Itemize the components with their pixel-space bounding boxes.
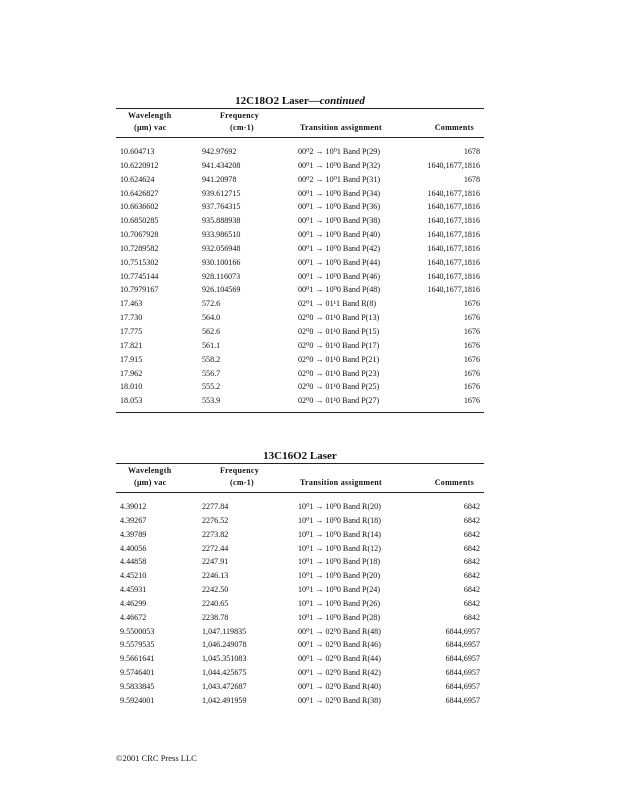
table-row <box>116 242 484 256</box>
cell-comments: 1676 <box>463 354 480 364</box>
cell-frequency: 555.2 <box>202 382 221 392</box>
table-row <box>116 187 484 201</box>
cell-frequency: 2238.78 <box>202 612 229 622</box>
cell-transition: 00⁰1 → 10⁰0 Band P(46) <box>298 271 381 281</box>
cell-frequency: 2242.50 <box>202 585 229 595</box>
cell-frequency: 932.056948 <box>202 243 241 253</box>
cell-transition: 02⁰0 → 01¹0 Band P(17) <box>298 340 380 350</box>
cell-frequency: 556.7 <box>202 368 221 378</box>
cell-comments: 6842 <box>463 612 480 622</box>
header-frequency-unit: (cm-1) <box>230 478 255 487</box>
cell-transition: 02⁰1 → 01¹1 Band R(8) <box>298 299 377 309</box>
table-row <box>116 528 484 542</box>
cell-comments: 1640,1677,1816 <box>427 257 480 267</box>
cell-frequency: 1,047.119835 <box>202 626 247 636</box>
cell-comments: 1676 <box>463 313 480 323</box>
header-wavelength: Wavelength <box>128 466 172 475</box>
cell-transition: 00⁰1 → 10⁰0 Band P(36) <box>298 202 381 212</box>
table-title <box>116 449 484 463</box>
cell-wavelength: 4.39012 <box>120 502 147 511</box>
table-row <box>116 666 484 680</box>
header-wavelength: Wavelength <box>128 111 172 120</box>
table-row <box>116 145 484 159</box>
cell-comments: 1676 <box>463 326 480 336</box>
cell-frequency: 1,045.351083 <box>202 654 247 664</box>
cell-frequency: 2276.52 <box>202 515 229 525</box>
cell-transition: 02⁰0 → 01¹0 Band P(15) <box>298 326 380 336</box>
cell-frequency: 2273.82 <box>202 529 229 539</box>
cell-frequency: 562.6 <box>202 326 221 336</box>
cell-wavelength: 4.39789 <box>120 529 147 539</box>
table-row <box>116 555 484 569</box>
cell-frequency: 930.100166 <box>202 257 241 267</box>
cell-wavelength: 9.5924001 <box>120 695 155 705</box>
cell-transition: 10⁰1 → 10⁰0 Band R(18) <box>298 515 381 525</box>
cell-wavelength: 10.6220912 <box>120 160 159 170</box>
table-title <box>116 94 484 108</box>
table-body <box>116 138 484 408</box>
cell-frequency: 926.104569 <box>202 285 241 295</box>
cell-transition: 10⁰1 → 10⁰0 Band P(20) <box>298 571 381 581</box>
cell-comments: 6842 <box>463 515 480 525</box>
header-frequency: Frequency <box>220 466 259 475</box>
cell-transition: 10⁰1 → 10⁰0 Band P(18) <box>298 557 381 567</box>
cell-comments: 6842 <box>463 502 480 511</box>
cell-comments: 6842 <box>463 585 480 595</box>
table-title-isotope: 12C18O2 <box>235 95 280 107</box>
cell-transition: 00⁰2 → 10⁰1 Band P(29) <box>298 147 381 156</box>
table-title-laser: Laser <box>309 450 337 462</box>
cell-wavelength: 18.053 <box>120 396 143 406</box>
table-row <box>116 297 484 311</box>
table-row <box>116 694 484 708</box>
cell-frequency: 937.764315 <box>202 202 241 212</box>
cell-comments: 1640,1677,1816 <box>427 230 480 240</box>
table-row <box>116 353 484 367</box>
cell-comments: 1676 <box>463 340 480 350</box>
table-row <box>116 380 484 394</box>
cell-frequency: 553.9 <box>202 396 221 406</box>
cell-wavelength: 10.6850285 <box>120 216 159 226</box>
cell-frequency: 1,044.425675 <box>202 668 247 678</box>
table-row <box>116 159 484 173</box>
table-row <box>116 339 484 353</box>
table-row <box>116 394 484 408</box>
table-row <box>116 680 484 694</box>
cell-transition: 00⁰2 → 10⁰1 Band P(31) <box>298 174 381 184</box>
table-row <box>116 325 484 339</box>
cell-transition: 10⁰1 → 10⁰0 Band P(26) <box>298 598 381 608</box>
bottom-rule <box>116 412 484 413</box>
cell-comments: 6844,6957 <box>445 626 480 636</box>
header-transition: Transition assignment <box>300 478 382 487</box>
cell-comments: 1678 <box>463 147 480 156</box>
cell-wavelength: 17.962 <box>120 368 143 378</box>
cell-wavelength: 4.40056 <box>120 543 147 553</box>
header-comments: Comments <box>434 123 474 132</box>
cell-comments: 1676 <box>463 299 480 309</box>
cell-frequency: 572.6 <box>202 299 221 309</box>
cell-wavelength: 17.463 <box>120 299 143 309</box>
cell-wavelength: 17.915 <box>120 354 143 364</box>
cell-comments: 1678 <box>463 174 480 184</box>
cell-transition: 00⁰1 → 10⁰0 Band P(40) <box>298 230 381 240</box>
cell-frequency: 1,042.491959 <box>202 695 247 705</box>
table-row <box>116 597 484 611</box>
cell-comments: 1676 <box>463 382 480 392</box>
cell-comments: 6842 <box>463 529 480 539</box>
cell-comments: 1640,1677,1816 <box>427 202 480 212</box>
cell-frequency: 2247.91 <box>202 557 229 567</box>
cell-frequency: 2246.13 <box>202 571 229 581</box>
cell-transition: 00⁰1 → 02⁰0 Band R(40) <box>298 681 381 691</box>
cell-frequency: 1,046.249078 <box>202 640 247 650</box>
table-row <box>116 228 484 242</box>
cell-wavelength: 10.7067928 <box>120 230 159 240</box>
table-row <box>116 638 484 652</box>
cell-transition: 00⁰1 → 10⁰0 Band P(32) <box>298 160 381 170</box>
table-12c18o2 <box>116 94 484 413</box>
cell-wavelength: 4.45210 <box>120 571 147 581</box>
header-transition: Transition assignment <box>300 123 382 132</box>
cell-frequency: 564.0 <box>202 313 221 323</box>
cell-transition: 10⁰1 → 10⁰0 Band P(28) <box>298 612 381 622</box>
table-row <box>116 214 484 228</box>
cell-frequency: 2272.44 <box>202 543 229 553</box>
cell-transition: 10⁰1 → 10⁰0 Band R(14) <box>298 529 381 539</box>
cell-frequency: 941.434208 <box>202 160 241 170</box>
cell-wavelength: 4.45931 <box>120 585 147 595</box>
cell-frequency: 561.1 <box>202 340 221 350</box>
cell-wavelength: 18.010 <box>120 382 143 392</box>
cell-transition: 02⁰0 → 01¹0 Band P(21) <box>298 354 380 364</box>
header-comments: Comments <box>434 478 474 487</box>
cell-comments: 1640,1677,1816 <box>427 285 480 295</box>
header-frequency: Frequency <box>220 111 259 120</box>
table-row <box>116 514 484 528</box>
table-row <box>116 542 484 556</box>
cell-wavelength: 10.6426827 <box>120 188 159 198</box>
cell-wavelength: 9.5500053 <box>120 626 155 636</box>
table-title-laser: Laser— <box>281 95 320 107</box>
cell-transition: 00⁰1 → 10⁰0 Band P(42) <box>298 243 381 253</box>
table-row <box>116 256 484 270</box>
cell-transition: 00⁰1 → 02⁰0 Band R(42) <box>298 668 381 678</box>
cell-comments: 6844,6957 <box>445 681 480 691</box>
cell-wavelength: 10.7289582 <box>120 243 159 253</box>
cell-transition: 00⁰1 → 02⁰0 Band R(46) <box>298 640 381 650</box>
cell-transition: 02⁰0 → 01¹0 Band P(23) <box>298 368 380 378</box>
table-row <box>116 500 484 514</box>
cell-wavelength: 9.5579535 <box>120 640 155 650</box>
cell-wavelength: 10.7515302 <box>120 257 159 267</box>
cell-comments: 6844,6957 <box>445 695 480 705</box>
cell-transition: 10⁰1 → 10⁰0 Band R(20) <box>298 502 381 511</box>
cell-wavelength: 10.6636602 <box>120 202 159 212</box>
cell-transition: 00⁰1 → 02⁰0 Band R(44) <box>298 654 381 664</box>
cell-comments: 1640,1677,1816 <box>427 216 480 226</box>
table-body <box>116 493 484 708</box>
cell-frequency: 2240.65 <box>202 598 229 608</box>
cell-comments: 6842 <box>463 571 480 581</box>
copyright-footer: ©2001 CRC Press LLC <box>116 753 197 763</box>
cell-comments: 1640,1677,1816 <box>427 160 480 170</box>
cell-comments: 1640,1677,1816 <box>427 188 480 198</box>
column-headers <box>116 109 484 137</box>
table-row <box>116 270 484 284</box>
header-wavelength-unit: (μm) vac <box>134 123 167 132</box>
cell-wavelength: 4.46672 <box>120 612 147 622</box>
cell-wavelength: 9.5746401 <box>120 668 155 678</box>
cell-transition: 02⁰0 → 01¹0 Band P(25) <box>298 382 380 392</box>
cell-comments: 1640,1677,1816 <box>427 271 480 281</box>
cell-transition: 10⁰1 → 10⁰0 Band R(12) <box>298 543 381 553</box>
cell-comments: 1640,1677,1816 <box>427 243 480 253</box>
cell-comments: 1676 <box>463 368 480 378</box>
cell-comments: 6844,6957 <box>445 640 480 650</box>
cell-transition: 02⁰0 → 01¹0 Band P(13) <box>298 313 380 323</box>
cell-frequency: 2277.84 <box>202 502 229 511</box>
cell-transition: 10⁰1 → 10⁰0 Band P(24) <box>298 585 381 595</box>
column-headers <box>116 464 484 492</box>
cell-transition: 00⁰1 → 10⁰0 Band P(44) <box>298 257 381 267</box>
header-wavelength-unit: (μm) vac <box>134 478 167 487</box>
cell-wavelength: 9.5833845 <box>120 681 155 691</box>
table-row <box>116 652 484 666</box>
cell-transition: 00⁰1 → 10⁰0 Band P(34) <box>298 188 381 198</box>
cell-frequency: 939.612715 <box>202 188 241 198</box>
cell-wavelength: 10.7979167 <box>120 285 159 295</box>
cell-transition: 00⁰1 → 10⁰0 Band P(38) <box>298 216 381 226</box>
cell-comments: 6844,6957 <box>445 668 480 678</box>
cell-frequency: 941.20978 <box>202 174 237 184</box>
cell-frequency: 935.888938 <box>202 216 241 226</box>
cell-wavelength: 9.5661641 <box>120 654 155 664</box>
cell-frequency: 1,043.472687 <box>202 681 247 691</box>
cell-wavelength: 17.775 <box>120 326 143 336</box>
table-title-continued: continued <box>319 95 365 107</box>
cell-comments: 6842 <box>463 598 480 608</box>
cell-transition: 00⁰1 → 02⁰0 Band R(38) <box>298 695 381 705</box>
cell-transition: 00⁰1 → 02⁰0 Band R(48) <box>298 626 381 636</box>
cell-wavelength: 4.46299 <box>120 598 147 608</box>
cell-frequency: 933.986510 <box>202 230 241 240</box>
cell-wavelength: 10.624624 <box>120 174 155 184</box>
header-frequency-unit: (cm-1) <box>230 123 255 132</box>
table-13c16o2 <box>116 449 484 708</box>
cell-comments: 6844,6957 <box>445 654 480 664</box>
table-row <box>116 367 484 381</box>
cell-frequency: 558.2 <box>202 354 221 364</box>
table-row <box>116 173 484 187</box>
table-row <box>116 583 484 597</box>
table-row <box>116 283 484 297</box>
cell-frequency: 928.116073 <box>202 271 241 281</box>
cell-wavelength: 17.730 <box>120 313 143 323</box>
cell-comments: 1676 <box>463 396 480 406</box>
table-row <box>116 200 484 214</box>
table-row <box>116 569 484 583</box>
table-title-isotope: 13C16O2 <box>263 450 308 462</box>
cell-comments: 6842 <box>463 543 480 553</box>
cell-wavelength: 4.39267 <box>120 515 147 525</box>
cell-comments: 6842 <box>463 557 480 567</box>
table-row <box>116 611 484 625</box>
table-row <box>116 311 484 325</box>
cell-frequency: 942.97692 <box>202 147 237 156</box>
table-row <box>116 625 484 639</box>
cell-transition: 02⁰0 → 01¹0 Band P(27) <box>298 396 380 406</box>
cell-wavelength: 17.821 <box>120 340 143 350</box>
cell-transition: 00⁰1 → 10⁰0 Band P(48) <box>298 285 381 295</box>
cell-wavelength: 10.7745144 <box>120 271 159 281</box>
cell-wavelength: 10.604713 <box>120 147 155 156</box>
cell-wavelength: 4.44858 <box>120 557 147 567</box>
